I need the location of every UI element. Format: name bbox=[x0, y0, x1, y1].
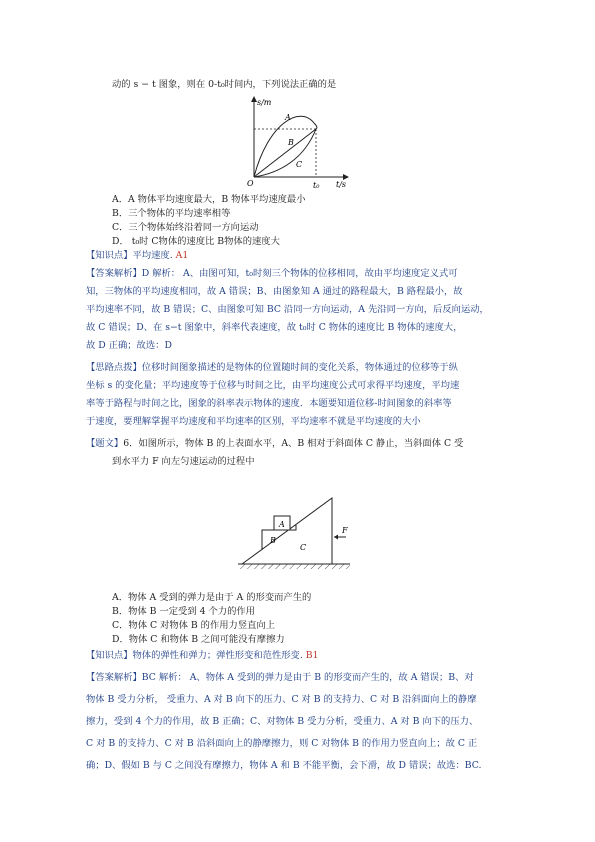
curve-a bbox=[254, 116, 317, 177]
origin-label: O bbox=[247, 179, 254, 188]
st-graph bbox=[240, 93, 355, 193]
force-arrow-head bbox=[334, 535, 338, 540]
curve-b-label: B bbox=[288, 138, 294, 147]
q6-analysis-line-3: 擦力，受到 4 个力的作用，故 B 正确；C、对物体 B 受力分析，受重力、A 对 B 向下的压力、 bbox=[86, 716, 479, 727]
q6-stem-text: 6．如图所示，物体 B 的上表面水平，A、B 相对于斜面体 C 静止，当斜面体 C 受 bbox=[123, 438, 464, 449]
knowledge-text: 平均速度. bbox=[132, 250, 173, 261]
q5-option-a: A．A 物体平均速度最大，B 物体平均速度最小 bbox=[112, 194, 306, 205]
q6-analysis-line-4: C 对 B 的支持力、C 对 B 沿斜面向上的静摩擦力，则 C 对物体 B 的作用力竖直向上；故 C 正 bbox=[86, 738, 478, 749]
knowledge-code: A1 bbox=[175, 250, 189, 261]
q6-knowledge-code: B1 bbox=[305, 650, 319, 661]
q5-thought-line-4: 于速度，要理解掌握平均速度和平均速率的区别，平均速率不就是平均速度的大小 bbox=[86, 416, 421, 427]
wedge-figure bbox=[234, 490, 364, 580]
thought-text: 位移时间图象描述的是物体的位置随时间的变化关系，物体通过的位移等于纵 bbox=[141, 362, 458, 373]
q5-thought-line-1 bbox=[86, 361, 512, 374]
q6-analysis-line-1 bbox=[86, 671, 512, 684]
knowledge-tag: 【知识点】 bbox=[86, 250, 133, 261]
q5-analysis-line-3: 平均速率不同，故 B 错误；C、由图象可知 BC 沿同一方向运动，A 先沿同一方向，后反向运动， bbox=[86, 304, 489, 315]
q5-intro: 动的 s − t 图象，则在 0-t₀时间内，下列说法正确的是 bbox=[112, 79, 337, 90]
q5-thought-line-2: 坐标 s 的变化量；平均速度等于位移与时间之比，由平均速度公式可求得平均速度，平均速 bbox=[86, 380, 460, 391]
q6-analysis-line-5: 确；D、假如 B 与 C 之间没有摩擦力，物体 A 和 B 不能平衡，会下滑，故 D 错误；故选：BC. bbox=[86, 760, 482, 771]
analysis-tag: 【答案解析】 bbox=[86, 268, 142, 279]
curve-a-label: A bbox=[285, 113, 291, 122]
x-axis-label: t/s bbox=[336, 180, 347, 189]
q5-analysis-line-4: 故 C 错误；D、在 s−t 图象中，斜率代表速度，故 t₀时 C 物体的速度比 B 物体的速度大， bbox=[86, 322, 463, 333]
q5-knowledge bbox=[86, 249, 512, 262]
q6-knowledge bbox=[86, 649, 512, 662]
thought-tag: 【思路点拨】 bbox=[86, 362, 142, 373]
block-a-label: A bbox=[279, 520, 285, 529]
q6-knowledge-text: 物体的弹性和弹力；弹性形变和范性形变. bbox=[132, 650, 303, 661]
q6-option-d: D．物体 C 和物体 B 之间可能没有摩擦力 bbox=[112, 634, 285, 645]
q6-analysis-line-2: 物体 B 受力分析， 受重力、A 对 B 向下的压力、C 对 B 的支持力、C 对 B 沿斜面向上的静摩 bbox=[86, 694, 477, 705]
q6-stem-line-1 bbox=[86, 437, 512, 450]
analysis-text: D 解析： A、由图可知，t₀时刻三个物体的位移相同，故由平均速度定义式可 bbox=[141, 268, 458, 279]
q6-option-b: B．物体 B 一定受到 4 个力的作用 bbox=[112, 606, 255, 617]
ground-hatch bbox=[238, 564, 350, 569]
block-b-label: B bbox=[270, 536, 276, 545]
q6-stem-line-2: 到水平力 F 向左匀速运动的过程中 bbox=[112, 456, 255, 467]
t0-label: t₀ bbox=[313, 181, 320, 190]
q5-option-d: D． t₀时 C物体的速度比 B物体的速度大 bbox=[112, 236, 280, 247]
wedge-c-shape bbox=[242, 498, 332, 564]
q5-option-b: B．三个物体的平均速率相等 bbox=[112, 208, 231, 219]
q5-analysis-line-2: 知，三物体的平均速度相同，故 A 错误；B、由图象知 A 通过的路程最大，B 路程最小，故 bbox=[86, 286, 463, 297]
curve-b bbox=[254, 129, 316, 177]
q6-option-a: A．物体 A 受到的弹力是由于 A 的形变而产生的 bbox=[112, 592, 312, 603]
q6-option-c: C．物体 C 对物体 B 的作用力竖直向上 bbox=[112, 620, 276, 631]
wedge-c-label: C bbox=[300, 543, 307, 552]
q6-tag: 【题文】 bbox=[86, 438, 124, 449]
q6-analysis-text: BC 解析： A、物体 A 受到的弹力是由于 B 的形变而产生的，故 A 错误；B、对 bbox=[141, 672, 474, 683]
q5-thought-line-3: 率等于路程与时间之比，图象的斜率表示物体的速度．本题要知道位移-时间图象的斜率等 bbox=[86, 398, 452, 409]
y-axis-label: s/m bbox=[257, 98, 272, 107]
q6-analysis-tag: 【答案解析】 bbox=[86, 672, 142, 683]
q5-analysis-line-5: 故 D 正确；故选：D bbox=[86, 340, 172, 351]
force-label: F bbox=[342, 526, 348, 535]
q5-option-c: C．三个物体始终沿着同一方向运动 bbox=[112, 222, 259, 233]
q6-knowledge-tag: 【知识点】 bbox=[86, 650, 133, 661]
curve-c-label: C bbox=[296, 160, 303, 169]
q5-analysis-line-1 bbox=[86, 267, 512, 280]
